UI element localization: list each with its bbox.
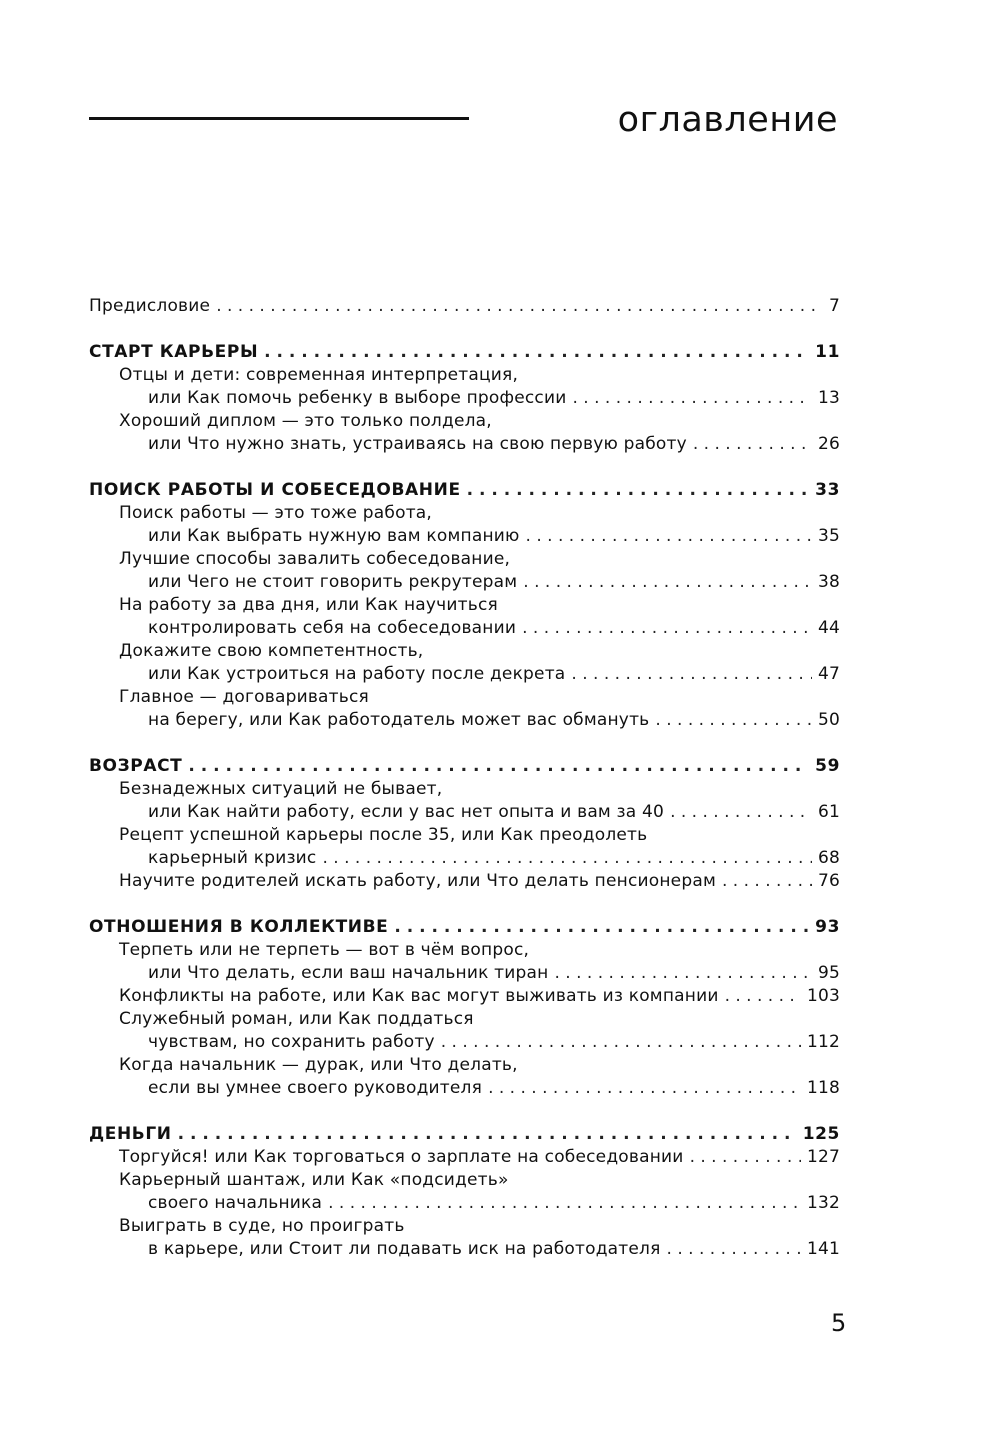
dot-leader — [571, 663, 812, 686]
toc-entry-line1 — [89, 364, 840, 387]
toc-page-number: 7 — [828, 296, 840, 316]
dot-leader — [693, 433, 812, 456]
toc-entry-line2 — [89, 1077, 840, 1100]
toc-entry-line2 — [89, 1238, 840, 1261]
toc-entry-line1 — [89, 985, 840, 1008]
section-heading — [89, 916, 840, 939]
toc-entry-line1 — [89, 824, 840, 847]
toc-page-number: 68 — [817, 848, 840, 868]
top-rule — [89, 117, 469, 120]
dot-leader — [178, 1123, 797, 1146]
toc-entry-title: Хороший диплом — это только полдела, — [119, 411, 492, 431]
toc-entry-line2 — [89, 663, 840, 686]
toc-entry-title: или Что нужно знать, устраиваясь на свою первую работу — [148, 434, 687, 454]
toc-page-number: 13 — [817, 388, 840, 408]
toc-page-number: 33 — [815, 480, 840, 500]
toc-page-number: 44 — [817, 618, 840, 638]
section-heading — [89, 755, 840, 778]
dot-leader — [441, 1031, 801, 1054]
toc-entry-title: на берегу, или Как работодатель может вас обмануть — [148, 710, 650, 730]
toc-section — [89, 916, 840, 1100]
toc-entry-line1 — [89, 686, 840, 709]
toc-entry-line2 — [89, 962, 840, 985]
toc-entry-title: Рецепт успешной карьеры после 35, или Как преодолеть — [119, 825, 648, 845]
toc-entry-line1 — [89, 1008, 840, 1031]
toc-page-number: 50 — [817, 710, 840, 730]
toc-entry-line1 — [89, 640, 840, 663]
toc-entry-line2 — [89, 709, 840, 732]
toc-entry-line1 — [89, 1169, 840, 1192]
toc-entry-title: Отцы и дети: современная интерпретация, — [119, 365, 519, 385]
toc-entry-title: или Что делать, если ваш начальник тиран — [148, 963, 549, 983]
dot-leader — [467, 479, 809, 502]
toc-entry-line1 — [89, 594, 840, 617]
toc-entry-line1 — [89, 870, 840, 893]
toc-entry-title: чувствам, но сохранить работу — [148, 1032, 435, 1052]
dot-leader — [725, 985, 801, 1008]
toc-entry-line2 — [89, 847, 840, 870]
toc-entry-line2 — [89, 525, 840, 548]
toc-preface — [89, 295, 840, 318]
dot-leader — [216, 295, 823, 318]
toc-page-number: 132 — [806, 1193, 840, 1213]
toc-entry-title: Докажите свою компетентность, — [119, 641, 424, 661]
dot-leader — [670, 801, 812, 824]
toc-page-number: 127 — [806, 1147, 840, 1167]
dot-leader — [554, 962, 811, 985]
toc-page-number: 93 — [815, 917, 840, 937]
toc-section — [89, 479, 840, 732]
toc-entry-title: Поиск работы — это тоже работа, — [119, 503, 433, 523]
toc-page-number: 38 — [817, 572, 840, 592]
dot-leader — [264, 341, 809, 364]
toc-entry-line1 — [89, 502, 840, 525]
section-title: СТАРТ КАРЬЕРЫ — [89, 342, 259, 362]
toc-entry-line2 — [89, 1031, 840, 1054]
toc-entry-title: своего начальника — [148, 1193, 323, 1213]
dot-leader — [523, 571, 812, 594]
toc-entry-title: если вы умнее своего руководителя — [148, 1078, 483, 1098]
page-number: 5 — [831, 1309, 847, 1337]
toc-entry-title: Безнадежных ситуаций не бывает, — [119, 779, 443, 799]
dot-leader — [655, 709, 812, 732]
toc-page-number: 103 — [806, 986, 840, 1006]
toc-entry-title: На работу за два дня, или Как научиться — [119, 595, 498, 615]
toc-entry-title: Лучшие способы завалить собеседование, — [119, 549, 511, 569]
toc-page-number: 59 — [815, 756, 840, 776]
toc-entry-title: карьерный кризис — [148, 848, 317, 868]
toc-entry-title: Когда начальник — дурак, или Что делать, — [119, 1055, 518, 1075]
section-title: ДЕНЬГИ — [89, 1124, 172, 1144]
toc-page-number: 95 — [817, 963, 840, 983]
toc-page-number: 47 — [817, 664, 840, 684]
toc-entry-line2 — [89, 571, 840, 594]
toc-page-number: 11 — [815, 342, 840, 362]
toc-entry-title: или Как найти работу, если у вас нет опыта и вам за 40 — [148, 802, 665, 822]
toc-entry-title: Главное — договариваться — [119, 687, 369, 707]
dot-leader — [722, 870, 812, 893]
toc-page-number: 61 — [817, 802, 840, 822]
section-title: ПОИСК РАБОТЫ И СОБЕСЕДОВАНИЕ — [89, 480, 461, 500]
toc-section — [89, 755, 840, 893]
toc-entry-title: Научите родителей искать работу, или Что делать пенсионерам — [119, 871, 716, 891]
toc-entry-line2 — [89, 801, 840, 824]
toc-section — [89, 1123, 840, 1261]
toc-entry-title: или Как помочь ребенку в выборе профессии — [148, 388, 567, 408]
toc-page-number: 26 — [817, 434, 840, 454]
toc-entry-line2 — [89, 387, 840, 410]
toc-entry-title: Выиграть в суде, но проиграть — [119, 1216, 405, 1236]
toc-entry-title: или Чего не стоит говорить рекрутерам — [148, 572, 518, 592]
toc-page-number: 141 — [806, 1239, 840, 1259]
dot-leader — [188, 755, 809, 778]
toc-page-number: 118 — [806, 1078, 840, 1098]
dot-leader — [394, 916, 809, 939]
section-title: ОТНОШЕНИЯ В КОЛЛЕКТИВЕ — [89, 917, 389, 937]
toc-entry-title: контролировать себя на собеседовании — [148, 618, 517, 638]
toc-entry-title: или Как устроиться на работу после декрета — [148, 664, 566, 684]
section-heading — [89, 1123, 840, 1146]
section-heading — [89, 479, 840, 502]
toc-entry-title: или Как выбрать нужную вам компанию — [148, 526, 520, 546]
toc-entry-line2 — [89, 433, 840, 456]
toc-entry-line1 — [89, 410, 840, 433]
toc-entry-line1 — [89, 778, 840, 801]
toc-entry-line1 — [89, 1146, 840, 1169]
toc-entry-title: Служебный роман, или Как поддаться — [119, 1009, 474, 1029]
toc-entry-line1 — [89, 1215, 840, 1238]
toc-entry-title: Предисловие — [89, 296, 211, 316]
toc-entry-title: Карьерный шантаж, или Как «подсидеть» — [119, 1170, 509, 1190]
toc-entry-line2 — [89, 1192, 840, 1215]
toc-entry-title: Конфликты на работе, или Как вас могут выживать из компании — [119, 986, 719, 1006]
dot-leader — [522, 617, 812, 640]
table-of-contents — [89, 295, 840, 1261]
toc-page-number: 112 — [806, 1032, 840, 1052]
toc-page-number: 125 — [802, 1124, 840, 1144]
toc-entry-line1 — [89, 1054, 840, 1077]
dot-leader — [488, 1077, 801, 1100]
dot-leader — [667, 1238, 801, 1261]
toc-page-number: 76 — [817, 871, 840, 891]
toc-entry-title: Торгуйся! или Как торговаться о зарплате на собеседовании — [119, 1147, 684, 1167]
toc-section — [89, 341, 840, 456]
dot-leader — [526, 525, 812, 548]
toc-entry-line2 — [89, 617, 840, 640]
section-heading — [89, 341, 840, 364]
toc-page-number: 35 — [817, 526, 840, 546]
toc-entry-title: Терпеть или не терпеть — вот в чём вопрос, — [119, 940, 530, 960]
page-title: оглавление — [617, 100, 838, 140]
toc-entry-line1 — [89, 939, 840, 962]
dot-leader — [328, 1192, 801, 1215]
dot-leader — [690, 1146, 801, 1169]
toc-entry-title: в карьере, или Стоит ли подавать иск на работодателя — [148, 1239, 661, 1259]
dot-leader — [322, 847, 811, 870]
section-title: ВОЗРАСТ — [89, 756, 183, 776]
toc-entry-line1 — [89, 548, 840, 571]
dot-leader — [572, 387, 811, 410]
